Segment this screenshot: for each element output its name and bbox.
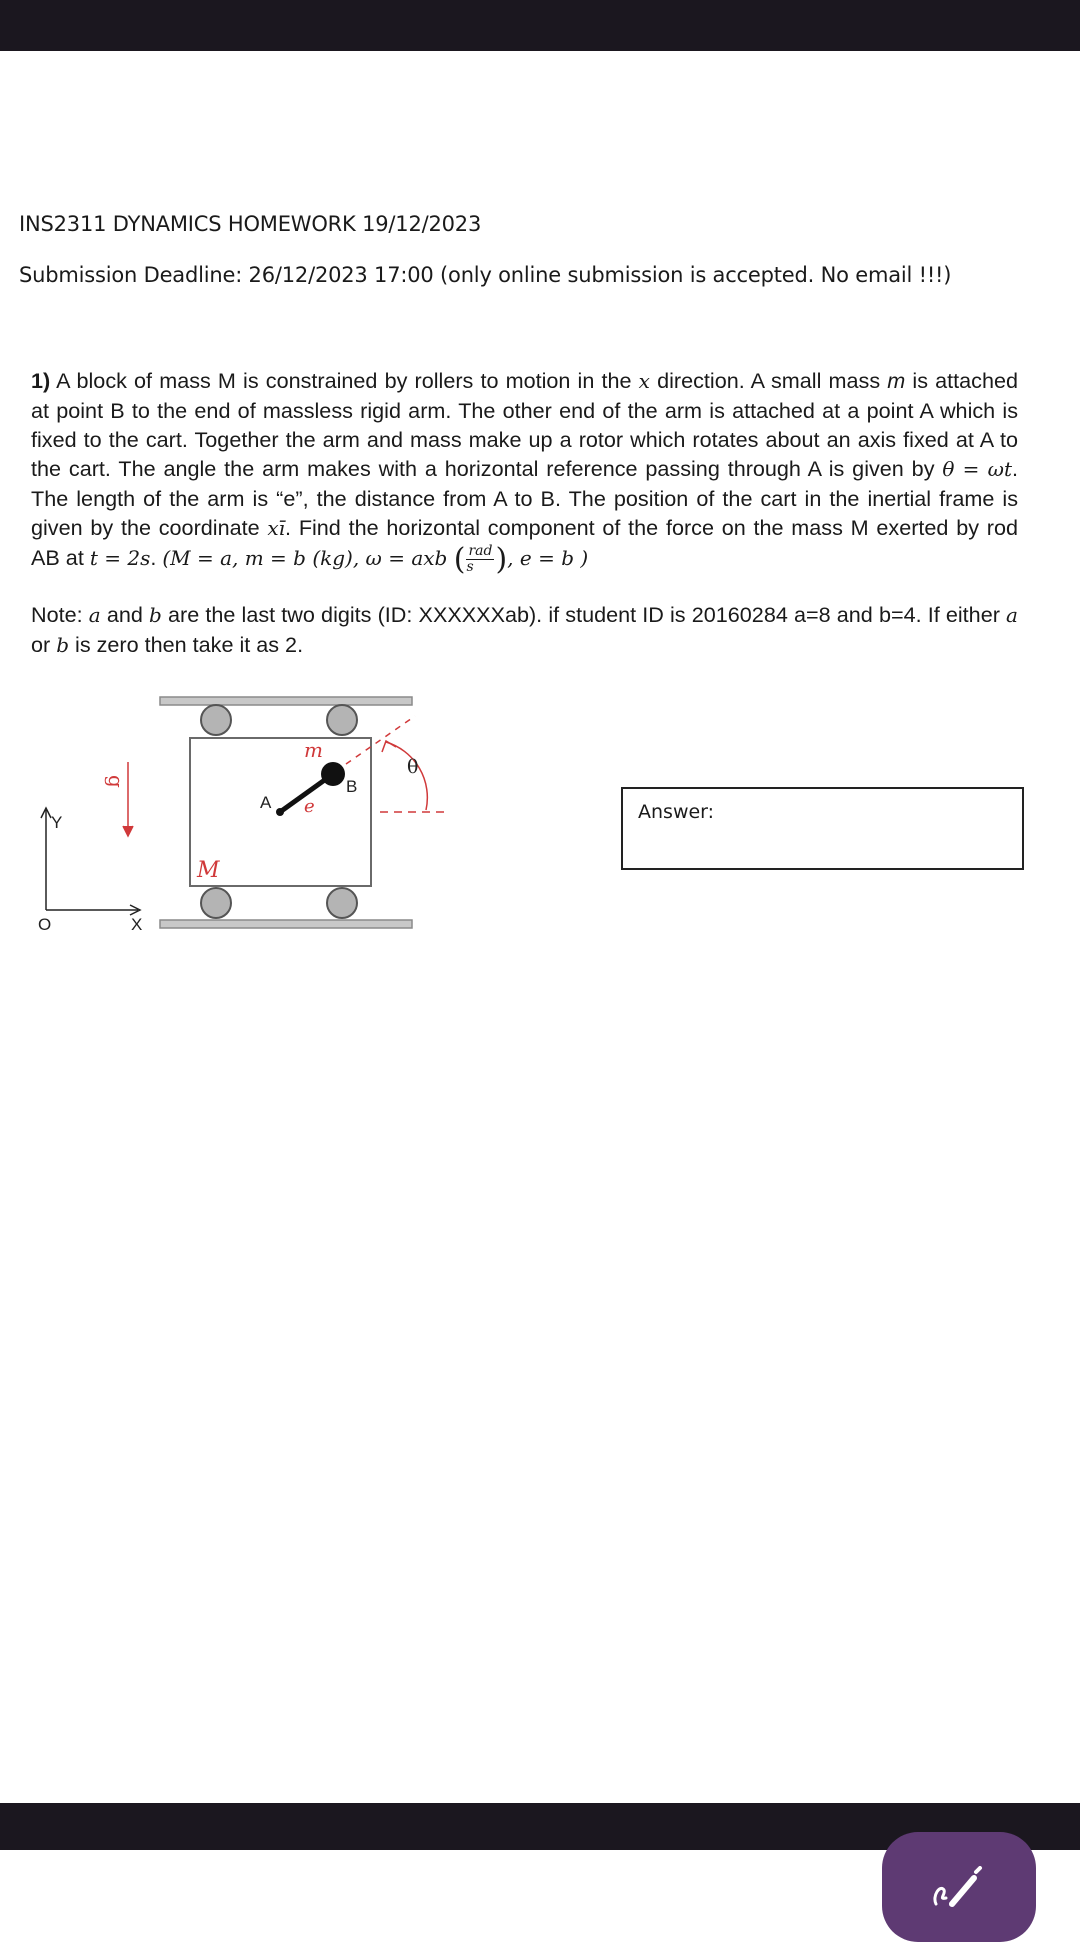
fraction-numerator: rad bbox=[468, 542, 493, 559]
pen-edit-icon bbox=[930, 1866, 986, 1910]
var-b: b bbox=[56, 633, 70, 657]
note-text: or bbox=[31, 632, 57, 657]
document-title: INS2311 DYNAMICS HOMEWORK 19/12/2023 bbox=[19, 212, 482, 236]
note-text: and bbox=[100, 602, 150, 627]
problem-text: is attached at point B to the end of massless rigid arm. The other end of the arm is attached at a point A which is fixed to the cart. Together the arm and mass make up a rotor which rotates about an axis fixed at A to the cart. The angle the arm makes with a horizontal reference passing through A is given by bbox=[31, 368, 1018, 481]
fraction-denominator: s bbox=[466, 558, 474, 575]
roller bbox=[327, 888, 357, 918]
eq-position: xī bbox=[267, 516, 286, 540]
note-text: is zero then take it as 2. bbox=[69, 632, 304, 657]
fraction bbox=[466, 544, 494, 575]
block-mass-label: M bbox=[197, 858, 220, 883]
y-axis-label: Y bbox=[51, 813, 63, 832]
top-rail bbox=[160, 697, 412, 705]
paren-close: ) bbox=[495, 541, 508, 577]
eq-tail: , e = b ) bbox=[507, 546, 589, 570]
edit-fab-button[interactable] bbox=[882, 1832, 1036, 1942]
problem-number: 1) bbox=[31, 368, 51, 393]
pivot-point-a bbox=[276, 808, 284, 816]
top-system-bar bbox=[0, 0, 1080, 51]
roller bbox=[201, 888, 231, 918]
var-a: a bbox=[1006, 603, 1018, 627]
point-b-label: B bbox=[346, 777, 358, 796]
problem-statement bbox=[31, 366, 1018, 575]
eq-params: (M = a, m = b (kg), ω = axb bbox=[162, 546, 454, 570]
arm-length-label: e bbox=[304, 796, 315, 817]
var-b: b bbox=[149, 603, 162, 627]
small-mass-label: m bbox=[304, 738, 323, 762]
point-a-label: A bbox=[260, 793, 272, 812]
roller bbox=[201, 705, 231, 735]
answer-label: Answer: bbox=[638, 801, 715, 823]
var-a: a bbox=[88, 603, 101, 627]
origin-label: O bbox=[38, 915, 52, 934]
angle-arc-arrow bbox=[382, 741, 396, 752]
problem-text: A block of mass M is constrained by rollers to motion in the bbox=[50, 368, 639, 393]
problem-text: . bbox=[150, 545, 163, 570]
mass-m-ball bbox=[321, 762, 345, 786]
note-paragraph bbox=[31, 600, 1018, 660]
gravity-arrow-head bbox=[123, 826, 133, 836]
roller bbox=[327, 705, 357, 735]
answer-box[interactable] bbox=[621, 787, 1024, 870]
cart-rotor-diagram bbox=[30, 690, 450, 940]
problem-text: . The length of the arm is “e”, the distance from A to B. The position of the cart in the inertial frame is given by the coordinate bbox=[31, 456, 1018, 540]
submission-deadline: Submission Deadline: 26/12/2023 17:00 (only online submission is accepted. No email !!!) bbox=[19, 263, 952, 287]
problem-text: . Find the horizontal component of the force on the mass M exerted by rod AB at bbox=[31, 515, 1018, 570]
eq-theta: θ = ωt bbox=[942, 457, 1012, 481]
problem-text: direction. A small mass bbox=[649, 368, 888, 393]
note-text: are the last two digits (ID: XXXXXXab). if student ID is 20160284 a=8 and b=4. If either bbox=[161, 602, 1007, 627]
paren-open: ( bbox=[453, 541, 466, 577]
x-axis-label: X bbox=[131, 915, 143, 934]
eq-time: t = 2s bbox=[89, 546, 151, 570]
var-x: x bbox=[638, 369, 650, 393]
note-text: Note: bbox=[31, 602, 89, 627]
gravity-label: g bbox=[104, 775, 128, 788]
var-m: m bbox=[887, 368, 906, 393]
angle-label: θ bbox=[407, 756, 419, 778]
bottom-rail bbox=[160, 920, 412, 928]
